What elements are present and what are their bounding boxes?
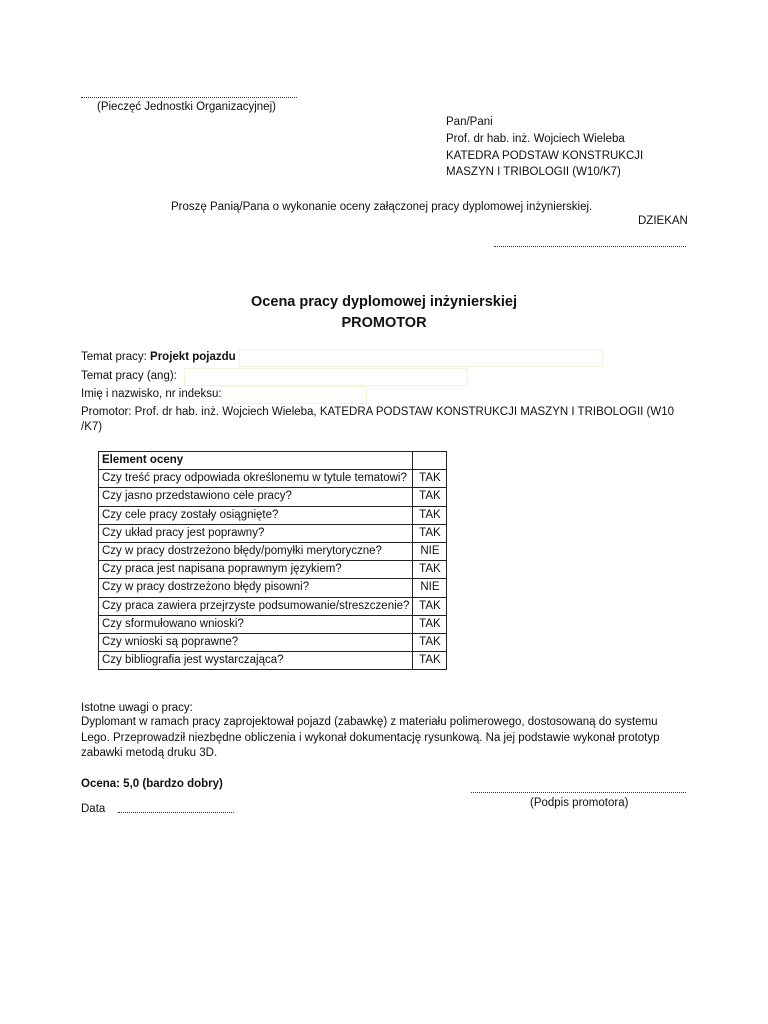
answer-cell[interactable]: TAK xyxy=(413,506,447,524)
topic-en-label: Temat pracy (ang): xyxy=(81,370,177,382)
question-cell: Czy w pracy dostrzeżono błędy/pomyłki merytoryczne? xyxy=(99,542,413,560)
date-line[interactable] xyxy=(118,812,234,813)
topic-label: Temat pracy: xyxy=(81,351,147,363)
supervisor-line2: /K7) xyxy=(81,421,103,433)
answer-cell[interactable]: TAK xyxy=(413,652,447,670)
question-cell: Czy bibliografia jest wystarczająca? xyxy=(99,652,413,670)
table-header-row xyxy=(99,452,447,470)
table-row xyxy=(99,470,447,488)
question-cell: Czy sformułowano wnioski? xyxy=(99,615,413,633)
document-title: Ocena pracy dyplomowej inżynierskiej xyxy=(251,294,517,310)
answer-cell[interactable]: TAK xyxy=(413,633,447,651)
signature-line xyxy=(471,792,686,793)
question-cell: Czy treść pracy odpowiada określonemu w tytule tematowi? xyxy=(99,470,413,488)
table-row xyxy=(99,597,447,615)
addressee-salutation: Pan/Pani xyxy=(446,116,493,128)
dean-label: DZIEKAN xyxy=(638,215,688,227)
table-row xyxy=(99,488,447,506)
table-row xyxy=(99,542,447,560)
table-row xyxy=(99,506,447,524)
answer-cell[interactable]: NIE xyxy=(413,542,447,560)
question-cell: Czy praca zawiera przejrzyste podsumowanie/streszczenie? xyxy=(99,597,413,615)
question-cell: Czy układ pracy jest poprawny? xyxy=(99,524,413,542)
remarks-label: Istotne uwagi o pracy: xyxy=(81,702,193,714)
stamp-label: (Pieczęć Jednostki Organizacyjnej) xyxy=(97,101,276,113)
supervisor-line1: Promotor: Prof. dr hab. inż. Wojciech Wieleba, KATEDRA PODSTAW KONSTRUKCJI MASZYN I TRIBOLOGII (W10 xyxy=(81,406,675,418)
answer-cell[interactable]: TAK xyxy=(413,597,447,615)
signature-label: (Podpis promotora) xyxy=(530,797,629,809)
remarks-text: Dyplomant w ramach pracy zaprojektował pojazd (zabawkę) z materiału polimerowego, dostosowaną do systemu Lego. Przeprowadził niezbędne obliczenia i wykonał dokumentację rysunkową. Na jej podstawie wykonał prototyp zabawki metodą druku 3D. xyxy=(81,716,660,759)
dean-signature-line xyxy=(494,246,686,247)
topic-value[interactable]: Projekt pojazdu xyxy=(150,351,236,363)
addressee-dept-line1: KATEDRA PODSTAW KONSTRUKCJI xyxy=(446,150,644,162)
answer-cell[interactable]: TAK xyxy=(413,561,447,579)
question-cell: Czy w pracy dostrzeżono błędy pisowni? xyxy=(99,579,413,597)
stamp-line xyxy=(81,97,297,98)
question-cell: Czy praca jest napisana poprawnym językiem? xyxy=(99,561,413,579)
answer-cell[interactable]: TAK xyxy=(413,524,447,542)
answer-cell[interactable]: TAK xyxy=(413,470,447,488)
table-header-cell: Element oceny xyxy=(99,452,413,470)
request-text: Proszę Panią/Pana o wykonanie oceny załączonej pracy dyplomowej inżynierskiej. xyxy=(171,201,593,213)
table-row xyxy=(99,561,447,579)
student-field-box[interactable] xyxy=(221,386,367,404)
question-cell: Czy jasno przedstawiono cele pracy? xyxy=(99,488,413,506)
table-row xyxy=(99,524,447,542)
question-cell: Czy wnioski są poprawne? xyxy=(99,633,413,651)
topic-en-field-box[interactable] xyxy=(184,368,468,386)
topic-field-box[interactable] xyxy=(239,349,603,367)
table-header-answer-cell xyxy=(413,452,447,470)
answer-cell[interactable]: NIE xyxy=(413,579,447,597)
table-row xyxy=(99,615,447,633)
table-row xyxy=(99,633,447,651)
answer-cell[interactable]: TAK xyxy=(413,615,447,633)
document-subtitle: PROMOTOR xyxy=(341,315,427,331)
question-cell: Czy cele pracy zostały osiągnięte? xyxy=(99,506,413,524)
table-row xyxy=(99,652,447,670)
table-row xyxy=(99,579,447,597)
grade: Ocena: 5,0 (bardzo dobry) xyxy=(81,778,223,790)
date-label: Data xyxy=(81,803,106,815)
topic-row xyxy=(81,351,236,363)
grading-table xyxy=(98,451,447,670)
student-label: Imię i nazwisko, nr indeksu: xyxy=(81,388,222,400)
addressee-dept-line2: MASZYN I TRIBOLOGII (W10/K7) xyxy=(446,166,621,178)
addressee-name: Prof. dr hab. inż. Wojciech Wieleba xyxy=(446,133,625,145)
answer-cell[interactable]: TAK xyxy=(413,488,447,506)
